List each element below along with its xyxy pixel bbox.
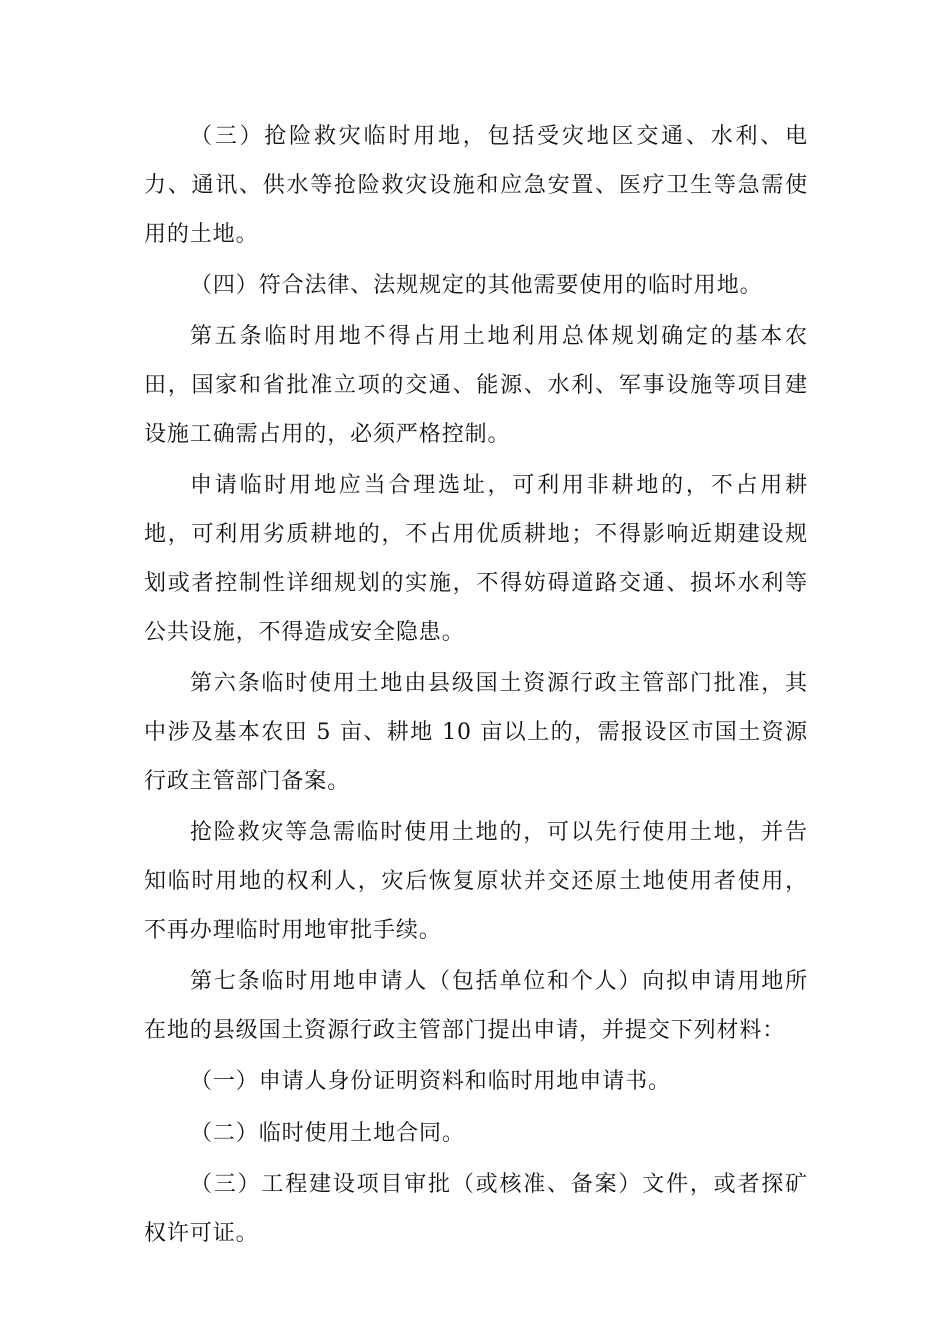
paragraph-emergency-use: 抢险救灾等急需临时使用土地的，可以先行使用土地，并告知临时用地的权利人，灾后恢复原状并交还原土地使用者使用，不再办理临时用地审批手续。	[144, 820, 808, 943]
paragraph-disaster-relief-land: （三）抢险救灾临时用地，包括受灾地区交通、水利、电力、通讯、供水等抢险救灾设施和应急安置、医疗卫生等急需使用的土地。	[144, 124, 808, 247]
paragraph-material-2: （二）临时使用土地合同。	[190, 1120, 465, 1146]
paragraph-material-1: （一）申请人身份证明资料和临时用地申请书。	[190, 1069, 671, 1095]
document-page	[144, 113, 808, 1261]
paragraph-other-temporary-land: （四）符合法律、法规规定的其他需要使用的临时用地。	[190, 272, 763, 298]
paragraph-article-5: 第五条临时用地不得占用土地利用总体规划确定的基本农田，国家和省批准立项的交通、能源、水利、军事设施等项目建设施工确需占用的，必须严格控制。	[144, 324, 808, 447]
paragraph-article-7: 第七条临时用地申请人（包括单位和个人）向拟申请用地所在地的县级国土资源行政主管部门提出申请，并提交下列材料：	[144, 969, 808, 1043]
paragraph-material-3: （三）工程建设项目审批（或核准、备案）文件，或者探矿权许可证。	[144, 1172, 808, 1246]
paragraph-site-selection: 申请临时用地应当合理选址，可利用非耕地的，不占用耕地，可利用劣质耕地的，不占用优质耕地；不得影响近期建设规划或者控制性详细规划的实施，不得妨碍道路交通、损坏水利等公共设施，不得造成安全隐患。	[144, 473, 808, 645]
paragraph-article-6: 第六条临时使用土地由县级国土资源行政主管部门批准，其中涉及基本农田 5 亩、耕地 10 亩以上的，需报设区市国土资源行政主管部门备案。	[144, 671, 808, 794]
